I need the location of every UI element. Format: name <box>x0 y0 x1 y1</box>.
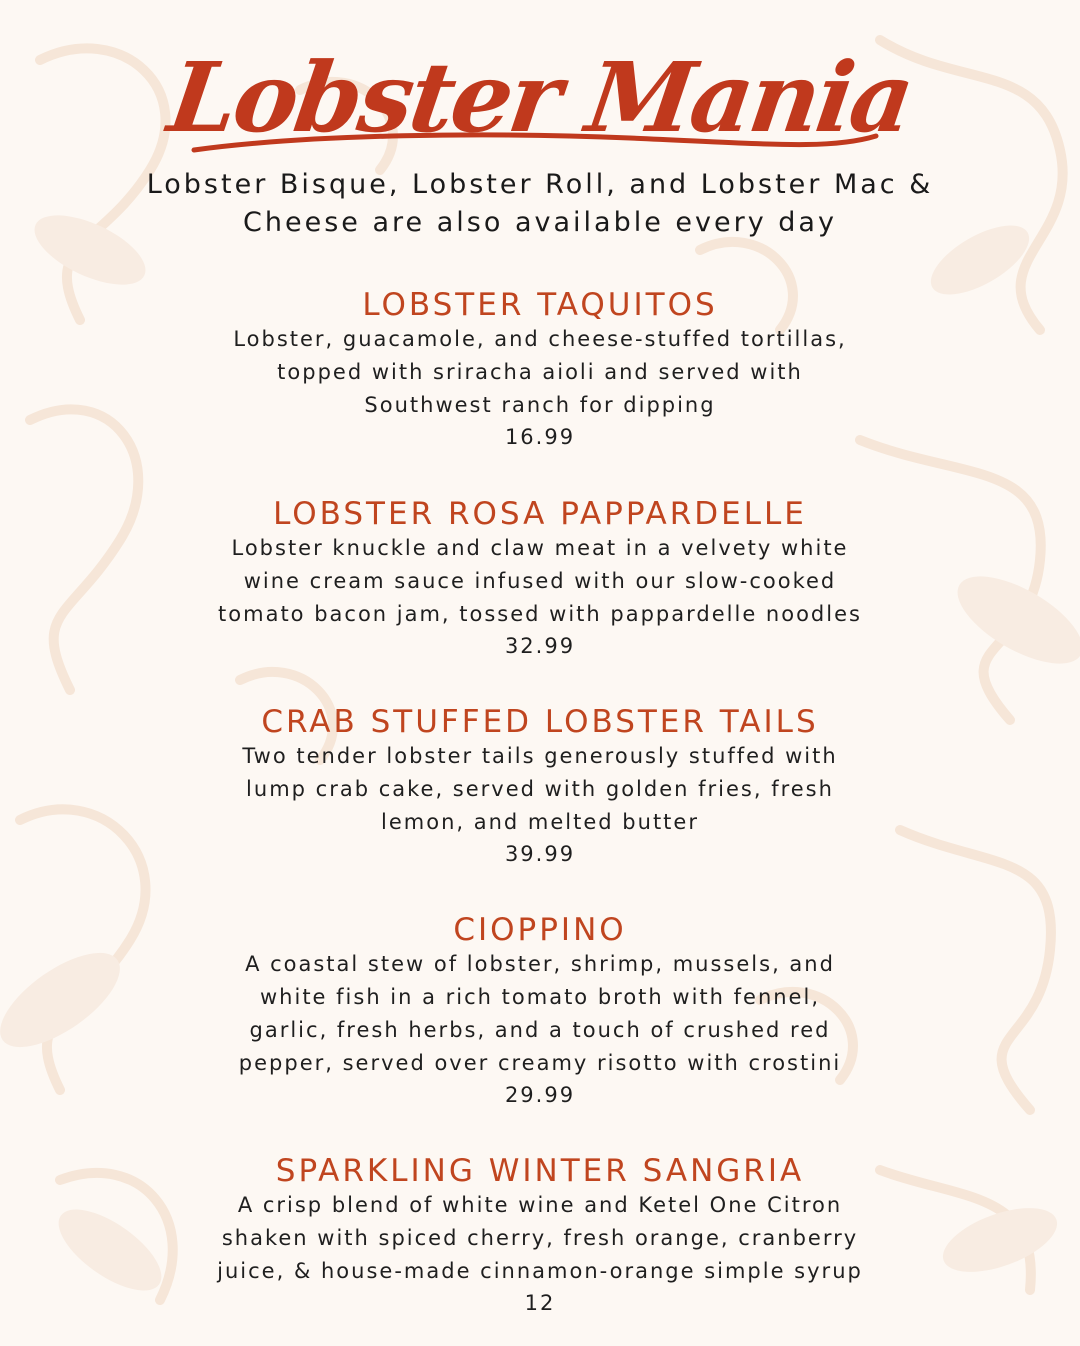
item-description: A coastal stew of lobster, shrimp, mussels, and white fish in a rich tomato broth with fennel, garlic, fresh herbs, and a touch of crushed red pepper, served over creamy risotto with crostini <box>238 952 842 1075</box>
item-price: 29.99 <box>504 1083 576 1107</box>
menu-item <box>140 1153 940 1318</box>
item-price: 39.99 <box>504 842 576 866</box>
menu-item <box>140 287 940 452</box>
menu-item <box>140 704 940 869</box>
item-name: LOBSTER ROSA PAPPARDELLE <box>273 496 807 532</box>
menu-item <box>140 912 940 1110</box>
item-description: Lobster, guacamole, and cheese-stuffed tortillas, topped with sriracha aioli and served with Southwest ranch for dipping <box>233 327 847 417</box>
menu-item <box>140 496 940 661</box>
item-name: LOBSTER TAQUITOS <box>362 287 718 323</box>
item-description: Two tender lobster tails generously stuffed with lump crab cake, served with golden fries, fresh lemon, and melted butter <box>242 744 838 834</box>
item-name: SPARKLING WINTER SANGRIA <box>275 1153 805 1189</box>
menu-subtitle: Lobster Bisque, Lobster Roll, and Lobster Mac & Cheese are also available every day <box>146 169 934 238</box>
item-description: Lobster knuckle and claw meat in a velvety white wine cream sauce infused with our slow-cooked tomato bacon jam, tossed with pappardelle noodles <box>218 536 862 626</box>
item-price: 12 <box>524 1291 556 1315</box>
menu-title: Lobster Mania <box>162 41 919 154</box>
item-price: 32.99 <box>504 634 576 658</box>
item-name: CRAB STUFFED LOBSTER TAILS <box>261 704 819 740</box>
item-price: 16.99 <box>504 425 576 449</box>
item-name: CIOPPINO <box>453 912 627 948</box>
title-flourish <box>190 128 880 158</box>
item-description: A crisp blend of white wine and Ketel One Citron shaken with spiced cherry, fresh orange, cranberry juice, & house-made cinnamon-orange simple syrup <box>217 1193 863 1283</box>
